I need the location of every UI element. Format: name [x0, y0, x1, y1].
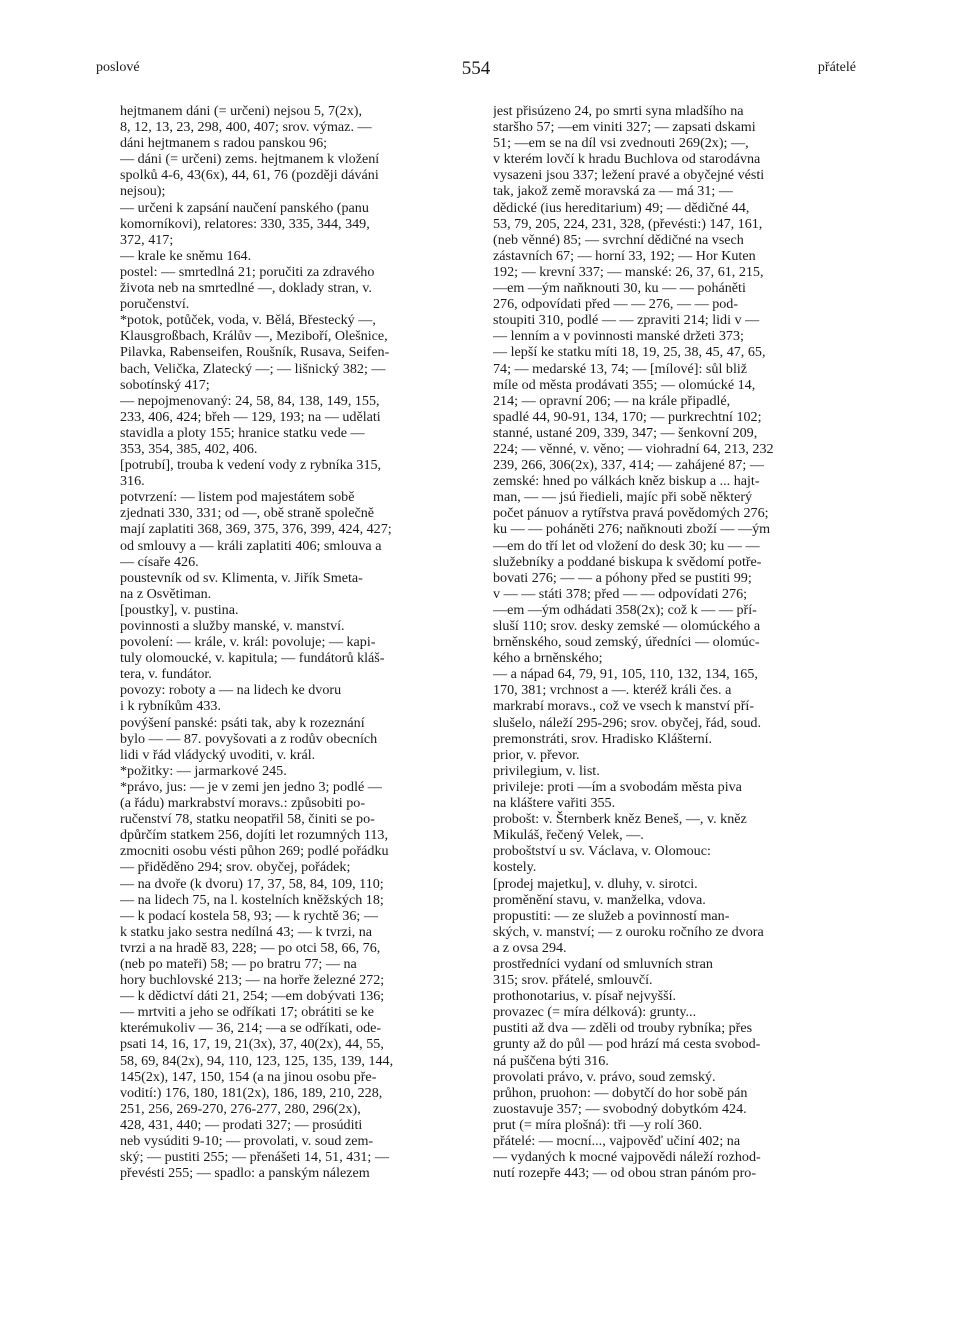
text-line: brněnského, soud zemský, úředníci — olomúc-: [493, 634, 760, 651]
running-head-left: poslové: [96, 60, 140, 75]
text-line: premonstráti, srov. Hradisko Klášterní.: [493, 730, 713, 747]
text-line: 53, 79, 205, 224, 231, 328, (převésti:) 147, 161,: [493, 215, 763, 232]
text-line: [potrubí], trouba k vedení vody z rybníka 315,: [120, 457, 382, 474]
text-line: (neb po mateři) 58; — po bratru 77; — na: [120, 955, 357, 972]
text-line: probošt: v. Šternberk kněz Beneš, —, v. kněz: [493, 811, 747, 828]
text-line: počet pánuov a rytířstva pravá povědomých 276;: [493, 505, 769, 522]
text-line: man, — — jsú řiedieli, majíc při sobě některý: [493, 489, 753, 506]
text-line: povozy: roboty a — na lidech ke dvoru: [120, 682, 342, 699]
text-line: privilegium, v. list.: [493, 762, 600, 779]
text-line: vysazeni jsou 337; ležení pravé a obyčejné vésti: [493, 167, 765, 184]
text-line: i k rybníkům 433.: [120, 698, 222, 715]
text-line: od smlouvy a — králi zaplatiti 406; smlouva a: [120, 537, 382, 554]
text-line: — určeni k zapsání naučení panského (panu: [120, 199, 369, 216]
text-line: prut (= míra plošná): tři —y rolí 360.: [493, 1116, 703, 1133]
text-line: kého a brněnského;: [493, 650, 603, 667]
text-line: privileje: proti —ím a svobodám města piva: [493, 778, 742, 795]
text-line: kterémukoliv — 36, 214; —a se odříkati, ode-: [120, 1020, 382, 1037]
text-line: jest přisúzeno 24, po smrti syna mladšího na: [493, 103, 744, 119]
text-line: grunty až do půl — pod hrází má cesta svobod-: [493, 1036, 761, 1053]
text-line: ručenství 78, statku neopatřil 58, činiti se po-: [120, 811, 375, 828]
text-line: poustevník od sv. Klimenta, v. Jiřík Smeta-: [120, 569, 363, 586]
text-line: — nepojmenovaný: 24, 58, 84, 138, 149, 155,: [120, 392, 380, 409]
text-line: provazec (= míra délková): grunty...: [493, 1004, 697, 1021]
text-line: — lenním a v povinnosti manské držeti 373;: [493, 328, 744, 345]
text-line: — lepší ke statku míti 18, 19, 25, 38, 45, 47, 65,: [493, 344, 766, 361]
text-line: neb vysúditi 9-10; — provolati, v. soud zem-: [120, 1133, 374, 1149]
text-line: *právo, jus: — je v zemi jen jedno 3; podlé —: [120, 778, 382, 795]
text-line: — přiděděno 294; srov. obyčej, pořádek;: [120, 859, 351, 876]
text-line: slušelo, náleží 295-296; srov. obyčej, řád, soud.: [493, 714, 761, 731]
text-line: mají zaplatiti 368, 369, 375, 376, 399, 424, 427;: [120, 521, 392, 538]
text-line: 224; — věnné, v. věno; — viohradní 64, 213, 232: [493, 440, 774, 457]
text-line: [poustky], v. pustina.: [120, 601, 239, 618]
text-line: komorníkovi), relatores: 330, 335, 344, 349,: [120, 215, 370, 232]
text-line: 192; — krevní 337; — manské: 26, 37, 61, 215,: [493, 263, 764, 280]
text-line: — a nápad 64, 79, 91, 105, 110, 132, 134, 165,: [493, 666, 758, 683]
text-line: 8, 12, 13, 23, 298, 400, 407; srov. výmaz. —: [120, 119, 372, 136]
text-line: tak, jakož země moravská za — má 31; —: [493, 183, 733, 200]
text-line: 315; srov. přátelé, smlouvčí.: [493, 972, 653, 989]
text-line: 251, 256, 269-270, 276-277, 280, 296(2x),: [120, 1100, 361, 1117]
text-line: — k podací kostela 58, 93; — k rychtě 36; —: [120, 907, 378, 924]
text-line: proměnění stavu, v. manželka, vdova.: [493, 891, 706, 908]
text-line: prothonotarius, v. písař nejvyšší.: [493, 988, 677, 1005]
text-line: na kláštere vařiti 355.: [493, 795, 616, 812]
text-line: tvrzi a na hradě 83, 228; — po otci 58, 66, 76,: [120, 939, 381, 956]
text-line: ský; — pustiti 255; — přenášeti 14, 51, 431; —: [120, 1149, 389, 1166]
text-line: na z Osvětiman.: [120, 585, 212, 602]
text-line: dědické (ius hereditarium) 49; — dědičné 44,: [493, 199, 750, 216]
text-line: ná puščena býti 316.: [493, 1052, 609, 1069]
text-line: ku — — poháněti 276; naňknouti zboží — —ým: [493, 521, 771, 538]
text-line: psati 14, 16, 17, 19, 21(3x), 37, 40(2x), 44, 55,: [120, 1036, 384, 1053]
text-line: hejtmanem dáni (= určeni) nejsou 5, 7(2x),: [120, 103, 362, 119]
text-line: povinnosti a služby manské, v. manství.: [120, 618, 345, 634]
text-line: převésti 255; — spadlo: a panským nálezem: [120, 1165, 370, 1182]
text-line: bovati 276; — — a póhony před se pustiti 99;: [493, 569, 752, 586]
text-line: 170, 381; vrchnost a —. kteréž králi čes. a: [493, 682, 732, 699]
text-line: spadlé 44, 90-91, 134, 170; — purkrechtní 102;: [493, 408, 762, 425]
page-header: [96, 58, 856, 88]
text-line: průhon, pruohon: — dobytčí do hor sobě pán: [493, 1084, 748, 1101]
running-head-right: přátelé: [817, 60, 856, 75]
text-line: bach, Velička, Zlatecký —; — lišnický 382; —: [120, 360, 386, 377]
text-line: proboštství u sv. Václava, v. Olomouc:: [493, 843, 711, 860]
text-line: sobotínský 417;: [120, 376, 210, 393]
text-line: *potok, potůček, voda, v. Bělá, Břestecký —,: [120, 312, 376, 329]
text-line: *požitky: — jarmarkové 245.: [120, 762, 287, 779]
text-line: stavidla a ploty 155; hranice statku vede —: [120, 424, 365, 441]
text-line: nutí rozepře 443; — od obou stran pánóm pro-: [493, 1165, 757, 1182]
text-line: (neb věnné) 85; — svrchní dědičné na vsech: [493, 231, 744, 248]
text-line: tuly olomoucké, v. kapitula; — fundátorů kláš-: [120, 650, 385, 667]
text-line: 276, odpovídati před — — 276, — — pod-: [493, 296, 739, 313]
text-line: nejsou);: [120, 183, 166, 200]
text-line: — na lidech 75, na l. kostelních kněžských 18;: [120, 891, 384, 908]
text-line: — mrtviti a jeho se odříkati 17; obrátiti se ke: [120, 1004, 375, 1021]
text-line: 428, 431, 440; — prodati 327; — prosúditi: [120, 1116, 363, 1133]
text-line: zmocniti osobu vésti půhon 269; podlé pořádku: [120, 843, 389, 860]
text-line: dáni hejtmanem s radou panskou 96;: [120, 135, 328, 152]
text-line: zemské: hned po válkách kněz biskup a ... hajt-: [493, 473, 760, 490]
text-line: — císaře 426.: [120, 553, 199, 570]
text-line: života neb na smrtedlné —, doklady stran, v.: [120, 280, 372, 297]
text-line: — k dědictví dáti 21, 254; —em dobývati 136;: [120, 988, 385, 1005]
text-line: — na dvoře (k dvoru) 17, 37, 58, 84, 109, 110;: [120, 875, 384, 892]
text-line: —em do tří let od vložení do desk 30; ku — —: [493, 537, 760, 554]
text-line: postel: — smrtedlná 21; poručiti za zdravého: [120, 263, 375, 280]
text-line: míle od města prodávati 355; — olomúcké 14,: [493, 376, 756, 393]
text-line: —em —ým odhádati 358(2x); což k — — pří-: [493, 601, 757, 618]
text-line: bylo — — 87. povyšovati a z rodův obecních: [120, 730, 378, 747]
text-line: lidi v řád vládycký uvoditi, v. král.: [120, 746, 316, 763]
text-line: kostely.: [493, 859, 537, 876]
text-line: přátelé: — mocní..., vajpověď učiní 402; na: [493, 1133, 741, 1149]
page-number: 554: [461, 58, 491, 79]
text-line: sluší 110; srov. desky zemské — olomúckého a: [493, 618, 761, 634]
text-line: zuostavuje 357; — svobodný dobytkóm 424.: [493, 1100, 747, 1117]
text-line: služebníky a poddané biskupa k svědomí potře-: [493, 553, 762, 570]
text-line: zjednati 330, 331; od —, obě straně společně: [120, 505, 375, 522]
text-line: stoupiti 310, podlé — — zpraviti 214; lidi v —: [493, 312, 760, 329]
text-line: 145(2x), 147, 150, 154 (a na jinou osobu pře-: [120, 1068, 377, 1085]
text-line: markrabí moravs., což ve vsech k manství pří-: [493, 698, 755, 715]
text-line: prior, v. převor.: [493, 746, 580, 763]
text-line: 316.: [120, 473, 145, 490]
text-line: poručenství.: [120, 296, 190, 313]
right-column: [493, 103, 868, 1181]
text-line: pustiti až dva — zděli od trouby rybníka; přes: [493, 1020, 753, 1037]
text-line: provolati právo, v. právo, soud zemský.: [493, 1068, 716, 1085]
text-line: staršho 57; —em viniti 327; — zapsati dskami: [493, 119, 756, 136]
left-column: [120, 103, 495, 1181]
text-line: v — — státi 378; před — — odpovídati 276;: [493, 585, 748, 602]
text-line: povolení: — krále, v. král: povoluje; — kapi-: [120, 634, 376, 651]
text-line: povýšení panské: psáti tak, aby k rozeznání: [120, 714, 365, 731]
text-line: 74; — medarské 13, 74; — [mílové]: sůl bliž: [493, 360, 748, 377]
text-line: Pilavka, Rabenseifen, Roušník, Rusava, Seifen-: [120, 344, 390, 361]
text-line: 51; —em se na díl vsi zvednouti 269(2x); —,: [493, 135, 749, 152]
text-line: 58, 69, 84(2x), 94, 110, 123, 125, 135, 139, 144,: [120, 1052, 394, 1069]
text-line: v kterém lovčí k hradu Buchlova od starodávna: [493, 151, 761, 168]
text-line: zástavních 67; — horní 33, 192; — Hor Kuten: [493, 247, 756, 264]
text-line: — dáni (= určeni) zems. hejtmanem k vložení: [120, 151, 380, 168]
text-line: stanné, ustané 209, 339, 347; — šenkovní 209,: [493, 424, 758, 441]
text-line: (a řádu) markrabství moravs.: způsobiti po-: [120, 795, 366, 812]
text-line: 214; — opravní 206; — na krále připadlé,: [493, 392, 731, 409]
text-line: ských, v. manství; — z ouroku ročního ze dvora: [493, 923, 764, 940]
text-line: —em —ým naňknouti 30, ku — — poháněti: [493, 280, 746, 297]
text-line: 372, 417;: [120, 231, 174, 248]
text-line: — krale ke sněmu 164.: [120, 247, 252, 264]
text-line: [prodej majetku], v. dluhy, v. sirotci.: [493, 875, 698, 892]
text-line: prostředníci vydaní od smluvních stran: [493, 955, 713, 972]
text-line: 353, 354, 385, 402, 406.: [120, 440, 258, 457]
text-line: potvrzení: — listem pod majestátem sobě: [120, 489, 355, 506]
text-line: Mikuláš, řečený Velek, —.: [493, 827, 644, 844]
text-line: spolků 4-6, 43(6x), 44, 61, 76 (později dáváni: [120, 167, 379, 184]
text-line: dpůrčím statkem 256, dojíti let rozumných 113,: [120, 827, 388, 844]
text-line: 239, 266, 306(2x), 337, 414; — zahájené 87; —: [493, 457, 764, 474]
text-line: tera, v. fundátor.: [120, 666, 212, 683]
text-line: vodití:) 176, 180, 181(2x), 186, 189, 210, 228,: [120, 1084, 383, 1101]
text-line: — vydaných k mocné vajpovědi náleží rozhod-: [493, 1149, 761, 1166]
text-line: a z ovsa 294.: [493, 939, 567, 956]
text-line: k statku jako sestra nedílná 43; — k tvrzi, na: [120, 923, 373, 940]
text-line: Klausgroßbach, Králův —, Meziboří, Olešnice,: [120, 328, 388, 345]
text-line: propustiti: — ze služeb a povinností man-: [493, 907, 730, 924]
text-line: 233, 406, 424; břeh — 129, 193; na — udělati: [120, 408, 381, 425]
text-line: hory buchlovské 213; — na horře železné 272;: [120, 972, 385, 989]
